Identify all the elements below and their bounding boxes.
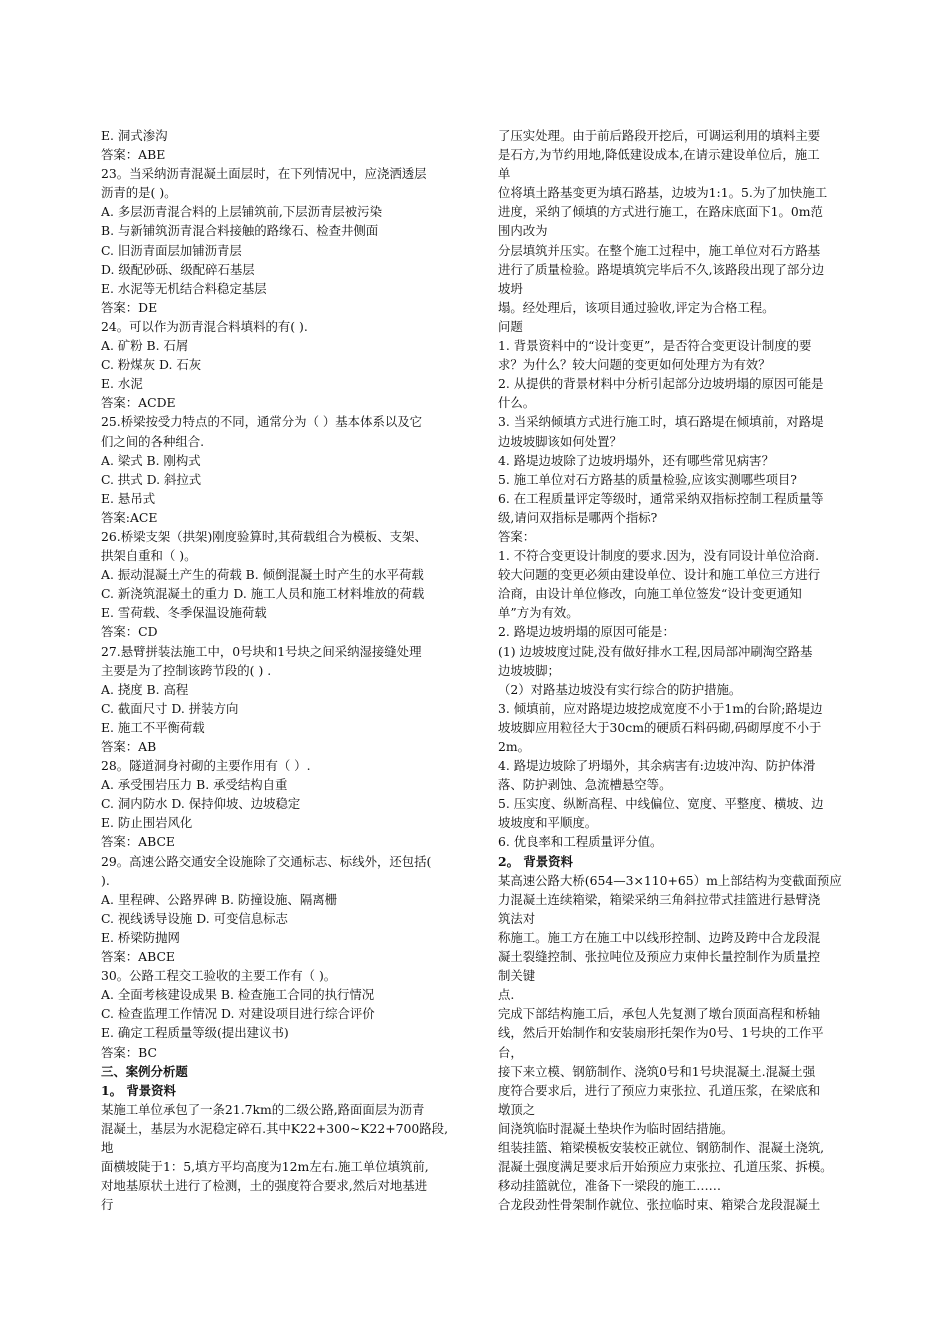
text-line: 了压实处理。由于前后路段开挖后，可调运利用的填料主要 <box>498 128 821 143</box>
text-line: 6. 在工程质量评定等级时，通常采纳双指标控制工程质量等 <box>498 490 824 506</box>
text-line: 完成下部结构施工后，承包人先复测了墩台顶面高程和桥轴 <box>498 1006 821 1022</box>
text-line: 进度，采纳了倾填的方式进行施工，在路床底面下1。0m范 <box>498 204 823 220</box>
text-line: 围内改为 <box>498 223 548 239</box>
text-line: 坡坡脚应用粒径大于30cm的硬质石料码砌,码砌厚度不小于 <box>498 719 822 735</box>
text-line: E. 桥梁防抛网 <box>101 929 180 945</box>
text-line: 塌。经处理后，该项目通过验收,评定为合格工程。 <box>498 299 775 315</box>
text-line: 30。公路工程交工验收的主要工作有（ )。 <box>101 968 337 984</box>
text-line: 6. 优良率和工程质量评分值。 <box>498 834 663 850</box>
text-line: 主要是为了控制该跨节段的( ) . <box>101 662 272 678</box>
text-line: A. 全面考核建设成果 B. 检查施工合同的执行情况 <box>101 987 375 1003</box>
text-line: E. 施工不平衡荷载 <box>101 719 205 735</box>
text-line: C. 检查监理工作情况 D. 对建设项目进行综合评价 <box>101 1006 375 1022</box>
text-line: 合龙段劲性骨架制作就位、张拉临时束、箱梁合龙段混凝土 <box>498 1197 821 1213</box>
text-line: 答案：ACDE <box>101 395 176 411</box>
text-line: 台， <box>498 1044 523 1060</box>
text-line: 坡坡度和平顺度。 <box>498 815 598 831</box>
text-line: 混凝土，基层为水泥稳定碎石.其中K22+300~K22+700路段, <box>101 1120 449 1136</box>
text-line: 坡坍 <box>498 280 523 296</box>
text-line: E. 悬吊式 <box>101 490 156 506</box>
text-line: 5. 压实度、纵断高程、中线偏位、宽度、平整度、横坡、边 <box>498 796 824 812</box>
text-line: 29。高速公路交通安全设施除了交通标志、标线外，还包括( <box>101 853 432 869</box>
text-line: 行 <box>101 1197 114 1213</box>
text-line: 4. 路堤边坡除了边坡坍塌外，还有哪些常见病害？ <box>498 452 774 468</box>
text-line: 们之间的各种组合. <box>101 433 205 449</box>
text-line: 边坡坡脚该如何处置？ <box>498 433 622 449</box>
text-line: 25.桥梁按受力特点的不同，通常分为（ ）基本体系以及它 <box>101 414 423 430</box>
text-line: 2。 背景资料 <box>498 853 573 869</box>
right-column <box>498 126 860 1214</box>
text-line: ). <box>101 872 110 888</box>
text-line: 是石方,为节约用地,降低建设成本,在请示建设单位后，施工 <box>498 147 820 163</box>
text-line: 点. <box>498 987 515 1003</box>
text-line: A. 振动混凝土产生的荷载 B. 倾倒混凝土时产生的水平荷载 <box>101 567 424 583</box>
text-line: 23。当采纳沥青混凝土面层时，在下列情况中，应浇洒透层 <box>101 166 427 182</box>
text-line: 级,请问双指标是哪两个指标? <box>498 509 658 525</box>
text-line: 答案：DE <box>101 299 158 315</box>
text-line: E. 雪荷载、冬季保温设施荷载 <box>101 605 267 621</box>
text-line: 接下来立模、钢筋制作、浇筑0号和1号块混凝土.混凝土强 <box>498 1063 816 1079</box>
left-column <box>101 126 463 1214</box>
text-line: 答案：ABCE <box>101 949 175 965</box>
text-line: 面横坡陡于1：5,填方平均高度为12m左右.施工单位填筑前, <box>101 1159 429 1175</box>
text-line: A. 多层沥青混合料的上层铺筑前,下层沥青层被污染 <box>101 204 382 220</box>
text-line: 单 <box>498 166 511 182</box>
text-line: 问题 <box>498 318 523 334</box>
text-line: 3. 当采纳倾填方式进行施工时，填石路堤在倾填前，对路堤 <box>498 414 824 430</box>
text-line: （2）对路基边坡没有实行综合的防护措施。 <box>498 681 742 697</box>
text-line: 洽商，由设计单位修改，向施工单位签发“设计变更通知 <box>498 586 802 602</box>
text-line: 组装挂篮、箱梁模板安装校正就位、钢筋制作、混凝土浇筑, <box>498 1139 825 1155</box>
text-line: 制关键 <box>498 968 536 984</box>
text-line: C. 粉煤灰 D. 石灰 <box>101 357 202 373</box>
text-line: 答案:ACE <box>101 509 158 525</box>
text-line: 4. 路堤边坡除了坍塌外，其余病害有:边坡冲沟、防护体滑 <box>498 758 816 774</box>
text-line: (1) 边坡坡度过陡,没有做好排水工程,因局部冲刷淘空路基 <box>498 643 813 659</box>
text-line: E. 确定工程质量等级(提出建议书) <box>101 1025 289 1041</box>
text-line: E. 水泥等无机结合料稳定基层 <box>101 280 267 296</box>
text-line: 1。 背景资料 <box>101 1082 176 1098</box>
text-line: A. 挠度 B. 高程 <box>101 681 189 697</box>
text-line: 沥青的是( )。 <box>101 185 177 201</box>
text-line: B. 与新铺筑沥青混合料接触的路缘石、检查井侧面 <box>101 223 379 239</box>
text-line: 线，然后开始制作和安装扇形托架作为0号、1号块的工作平 <box>498 1025 824 1041</box>
text-line: D. 级配砂砾、级配碎石基层 <box>101 261 255 277</box>
text-line: C. 旧沥青面层加铺沥青层 <box>101 242 242 258</box>
text-line: 度符合要求后，进行了预应力束张拉、孔道压浆，在梁底和 <box>498 1082 821 1098</box>
text-line: 1. 不符合变更设计制度的要求.因为，没有同设计单位洽商. <box>498 548 820 564</box>
text-line: 对地基原状土进行了检测，土的强度符合要求,然后对地基进 <box>101 1178 428 1194</box>
text-line: E. 防止围岩风化 <box>101 815 193 831</box>
text-line: 落、防护剥蚀、急流槽悬空等。 <box>498 777 672 793</box>
text-line: 28。隧道洞身衬砌的主要作用有（ ）. <box>101 758 311 774</box>
text-line: 3. 倾填前，应对路堤边坡挖成宽度不小于1m的台阶;路堤边 <box>498 700 823 716</box>
text-line: 位将填土路基变更为填石路基，边坡为1:1。5.为了加快施工 <box>498 185 828 201</box>
text-line: 24。可以作为沥青混合料填料的有( ). <box>101 318 308 334</box>
text-line: 边坡坡脚； <box>498 662 560 678</box>
text-line: 凝土裂缝控制、张拉吨位及预应力束伸长量控制作为质量控 <box>498 949 821 965</box>
text-line: 27.悬臂拼装法施工中，0号块和1号块之间采纳湿接缝处理 <box>101 643 422 659</box>
text-line: 答案：BC <box>101 1044 157 1060</box>
text-line: 答案：ABE <box>101 147 166 163</box>
text-line: 答案： <box>498 528 536 544</box>
text-line: 移动挂篮就位，准备下一梁段的施工…… <box>498 1178 722 1194</box>
text-line: 2m。 <box>498 739 531 754</box>
text-line: 筑法对 <box>498 910 536 926</box>
text-line: 答案：CD <box>101 624 158 640</box>
text-line: E. 水泥 <box>101 376 143 392</box>
text-line: 较大问题的变更必须由建设单位、设计和施工单位三方进行 <box>498 567 821 583</box>
text-line: 答案：ABCE <box>101 834 175 850</box>
text-line: 什么。 <box>498 395 536 411</box>
text-line: 某高速公路大桥(654—3×110+65）m上部结构为变截面预应 <box>498 872 842 888</box>
text-line: 求？为什么？较大问题的变更如何处理方为有效？ <box>498 357 771 373</box>
text-line: A. 梁式 B. 刚构式 <box>101 452 201 468</box>
text-line: 2. 路堤边坡坍塌的原因可能是： <box>498 624 675 640</box>
text-line: 单”方为有效。 <box>498 605 579 621</box>
text-line: A. 承受围岩压力 B. 承受结构自重 <box>101 777 288 793</box>
text-line: 三、案例分析题 <box>101 1063 188 1079</box>
text-line: 间浇筑临时混凝土垫块作为临时固结措施。 <box>498 1120 734 1136</box>
text-line: 混凝土强度满足要求后开始预应力束张拉、孔道压浆、拆模。 <box>498 1159 833 1175</box>
text-line: 地 <box>101 1139 114 1155</box>
text-line: 某施工单位承包了一条21.7km的二级公路,路面面层为沥青 <box>101 1101 425 1117</box>
text-line: A. 矿粉 B. 石屑 <box>101 338 189 354</box>
text-line: 2. 从提供的背景材料中分析引起部分边坡坍塌的原因可能是 <box>498 376 824 392</box>
text-line: C. 拱式 D. 斜拉式 <box>101 471 202 487</box>
text-line: C. 视线诱导设施 D. 可变信息标志 <box>101 910 288 926</box>
text-line: 进行了质量检验。路堤填筑完毕后不久,该路段出现了部分边 <box>498 261 825 277</box>
text-line: 1. 背景资料中的“设计变更”，是否符合变更设计制度的要 <box>498 338 812 354</box>
text-line: 26.桥梁支架（拱架)刚度验算时,其荷载组合为模板、支架、 <box>101 528 427 544</box>
text-line: C. 截面尺寸 D. 拼装方向 <box>101 700 239 716</box>
text-line: C. 洞内防水 D. 保持仰坡、边坡稳定 <box>101 796 301 812</box>
text-line: 5. 施工单位对石方路基的质量检验,应该实测哪些项目? <box>498 471 797 487</box>
text-line: 墩顶之 <box>498 1101 536 1117</box>
text-line: 称施工。施工方在施工中以线形控制、边跨及跨中合龙段混 <box>498 929 821 945</box>
text-line: 力混凝土连续箱梁，箱梁采纳三角斜拉带式挂篮进行悬臂浇 <box>498 891 821 907</box>
text-line: C. 新浇筑混凝土的重力 D. 施工人员和施工材料堆放的荷载 <box>101 586 425 602</box>
text-line: A. 里程碑、公路界碑 B. 防撞设施、隔离栅 <box>101 891 337 907</box>
text-line: 拱架自重和（ )。 <box>101 548 197 564</box>
text-line: 分层填筑并压实。在整个施工过程中，施工单位对石方路基 <box>498 242 821 258</box>
text-line: 答案：AB <box>101 739 157 754</box>
text-line: E. 洞式渗沟 <box>101 128 168 143</box>
